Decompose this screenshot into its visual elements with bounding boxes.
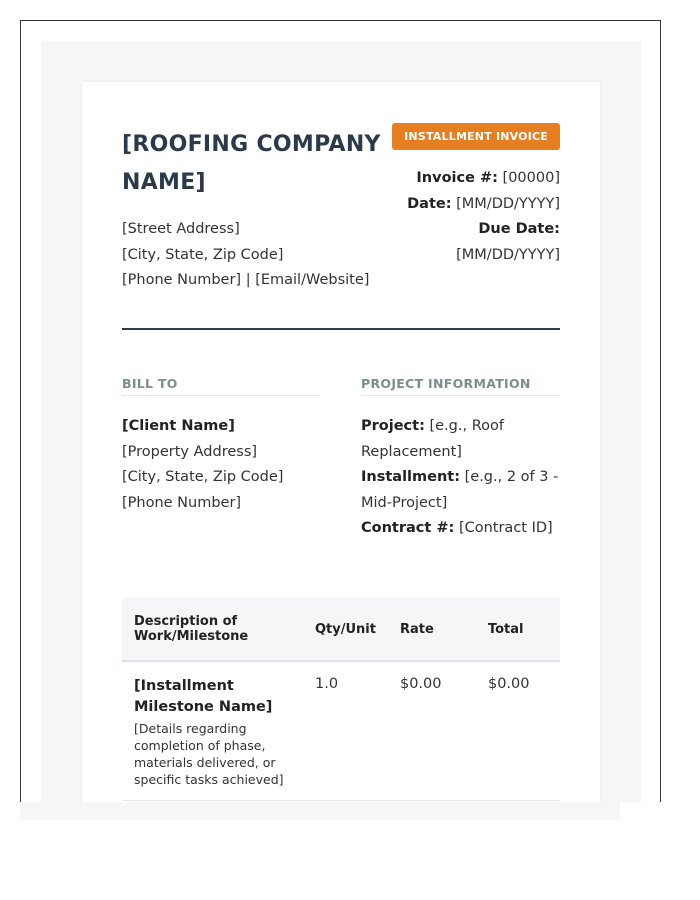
contract-line — [361, 516, 561, 542]
project-label: Project: — [361, 418, 425, 434]
client-name: [Client Name] — [122, 418, 235, 434]
col-description-header: Description of Work/Milestone — [122, 598, 303, 661]
project-info-heading: PROJECT INFORMATION — [361, 376, 560, 396]
invoice-paper — [82, 82, 600, 802]
milestone-details: [Details regarding completion of phase, materials delivered, or specific tasks achieved] — [134, 721, 284, 787]
rate-cell: $0.00 — [388, 661, 476, 801]
bill-to-block — [122, 414, 332, 516]
client-property: [Property Address] — [122, 443, 258, 460]
installment-value: [e.g., 2 of 3 - Mid-Project] — [361, 469, 559, 511]
invoice-number-value: [00000] — [502, 170, 560, 186]
total-cell: $0.00 — [476, 661, 560, 801]
col-rate-header: Rate — [388, 598, 476, 661]
company-street: [Street Address] — [122, 221, 240, 237]
invoice-number-label: Invoice #: — [416, 170, 498, 186]
document-frame — [20, 20, 661, 802]
client-city: [City, State, Zip Code] — [122, 469, 284, 485]
invoice-number — [340, 166, 560, 192]
company-contact: [Phone Number] | [Email/Website] — [122, 272, 370, 288]
qty-cell: 1.0 — [303, 661, 388, 801]
invoice-type-badge: INSTALLMENT INVOICE — [392, 123, 560, 150]
invoice-date-value: [MM/DD/YYYY] — [456, 195, 560, 212]
table-header-row — [122, 598, 560, 661]
project-line — [361, 414, 561, 465]
contract-value: [Contract ID] — [458, 520, 553, 536]
invoice-meta — [340, 166, 560, 268]
company-name: [ROOFING COMPANY NAME] — [122, 132, 381, 195]
milestone-name: [Installment Milestone Name] — [134, 678, 273, 715]
installment-label: Installment: — [361, 469, 461, 485]
company-city: [City, State, Zip Code] — [122, 246, 284, 263]
bill-to-heading: BILL TO — [122, 376, 320, 396]
invoice-date-label: Date: — [407, 195, 452, 212]
due-date-value: [MM/DD/YYYY] — [456, 246, 560, 263]
invoice-date — [340, 192, 560, 218]
project-value: [e.g., Roof Replacement] — [361, 418, 504, 460]
invoice-due-date — [340, 217, 560, 243]
col-qty-header: Qty/Unit — [303, 598, 388, 661]
project-info-block — [361, 414, 561, 542]
header-divider — [122, 328, 560, 330]
milestone-cell — [122, 661, 303, 801]
contract-label: Contract #: — [361, 520, 455, 536]
due-date-label: Due Date: — [478, 221, 560, 237]
table-row — [122, 661, 560, 801]
installment-line — [361, 465, 561, 516]
client-phone: [Phone Number] — [122, 494, 242, 511]
line-items-table — [122, 598, 560, 801]
col-total-header: Total — [476, 598, 560, 661]
